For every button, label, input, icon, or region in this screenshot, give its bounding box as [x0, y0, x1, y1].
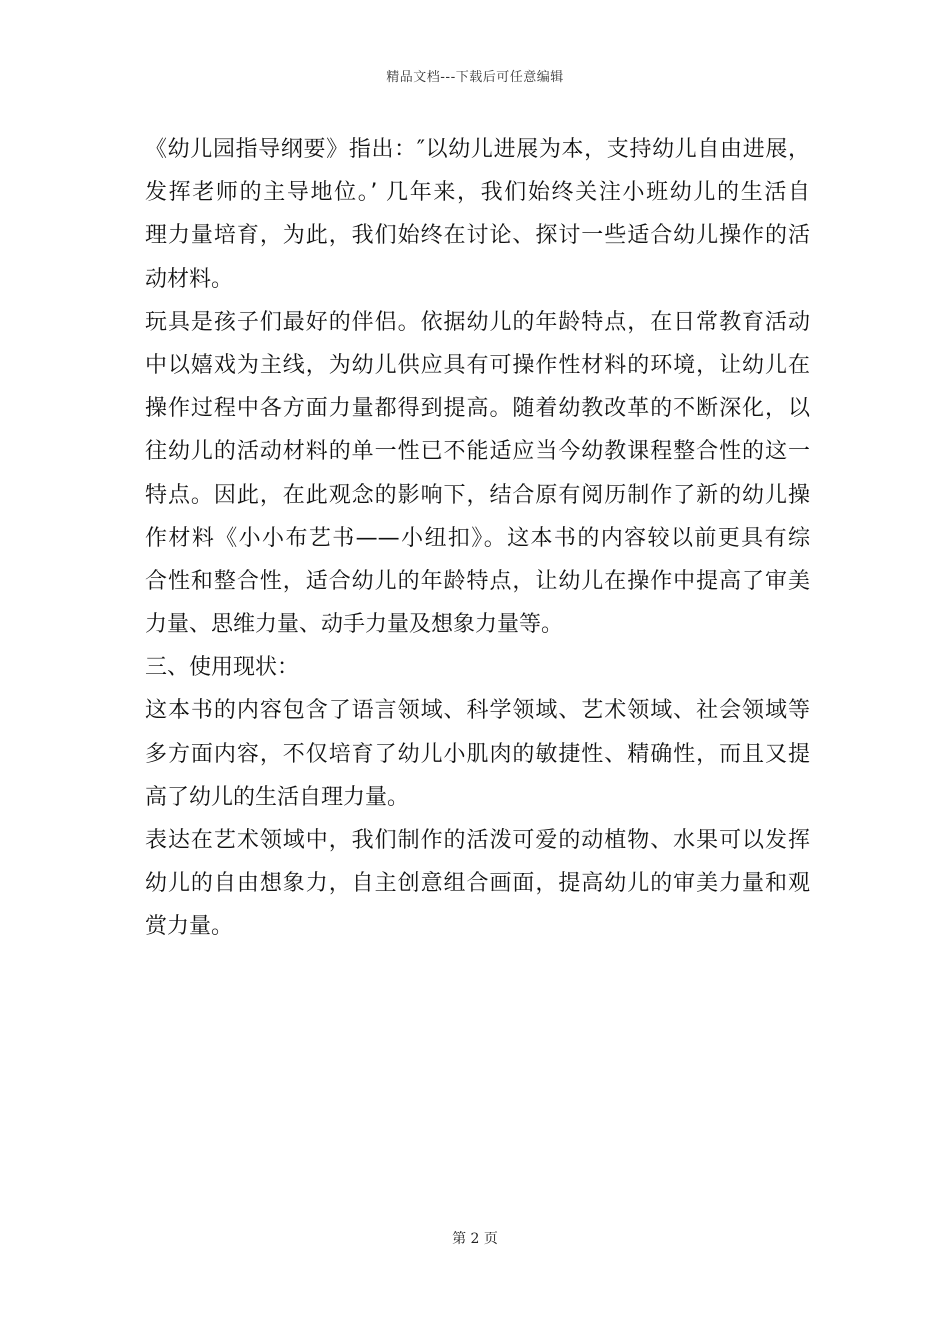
- document-body: [145, 128, 810, 949]
- page-header: 精品文档---下载后可任意编辑: [386, 70, 564, 85]
- text-line: 操作过程中各方面力量都得到提高。随着幼教改革的不断深化，以: [145, 396, 810, 422]
- text-line: 特点。因此，在此观念的影响下，结合原有阅历制作了新的幼儿操: [145, 482, 810, 508]
- text-line: 多方面内容，不仅培育了幼儿小肌肉的敏捷性、精确性，而且又提: [145, 741, 810, 767]
- text-line: 幼儿的自由想象力，自主创意组合画面，提高幼儿的审美力量和观: [145, 871, 810, 897]
- text-line: 发挥老师的主导地位。’ 几年来，我们始终关注小班幼儿的生活自: [145, 180, 810, 206]
- page-number: 第 2 页: [452, 1231, 498, 1247]
- text-line: 动材料。: [145, 266, 234, 292]
- text-line: 合性和整合性，适合幼儿的年龄特点，让幼儿在操作中提高了审美: [145, 568, 810, 594]
- text-line: 这本书的内容包含了语言领域、科学领域、艺术领域、社会领域等: [145, 698, 810, 724]
- text-line: 作材料《小小布艺书——小纽扣》。这本书的内容较以前更具有综: [145, 525, 810, 551]
- text-line: 《幼儿园指导纲要》指出：″以幼儿进展为本，支持幼儿自由进展，: [145, 137, 810, 162]
- text-line: 理力量培育，为此，我们始终在讨论、探讨一些适合幼儿操作的活: [145, 223, 810, 249]
- text-line: 表达在艺术领域中，我们制作的活泼可爱的动植物、水果可以发挥: [145, 828, 810, 853]
- text-line: 力量、思维力量、动手力量及想象力量等。: [145, 612, 564, 638]
- text-line: 高了幼儿的生活自理力量。: [145, 784, 410, 810]
- text-line: 三、使用现状：: [145, 655, 300, 681]
- text-line: 赏力量。: [145, 914, 234, 940]
- text-line: 中以嬉戏为主线，为幼儿供应具有可操作性材料的环境，让幼儿在: [145, 352, 810, 378]
- text-line: 玩具是孩子们最好的伴侣。依据幼儿的年龄特点，在日常教育活动: [145, 309, 810, 335]
- text-line: 往幼儿的活动材料的单一性已不能适应当今幼教课程整合性的这一: [145, 439, 810, 465]
